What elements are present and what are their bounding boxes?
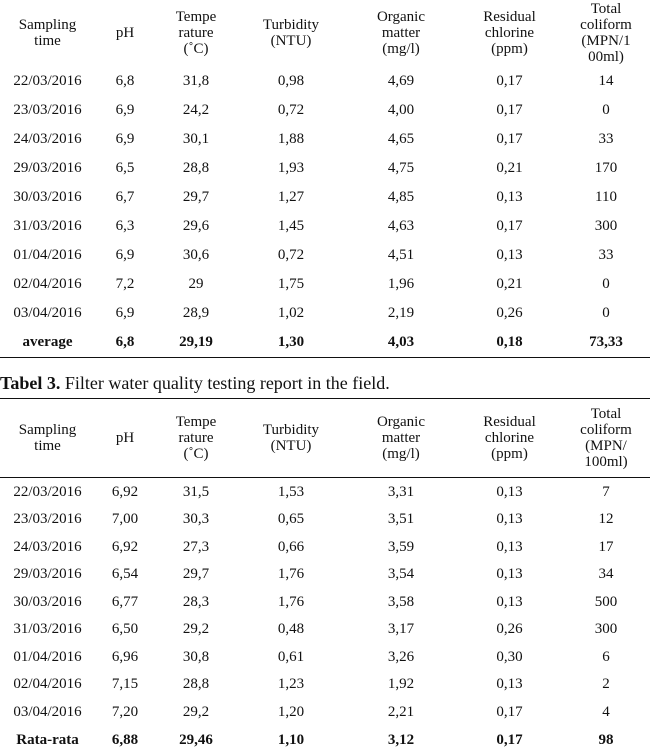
organic-matter-cell: 4,51: [387, 246, 415, 263]
turbidity-cell: 1,76: [277, 593, 305, 610]
temperature-cell: 31,5: [182, 483, 210, 500]
temperature-cell: 29,7: [182, 566, 210, 583]
sampling-time-cell: 03/04/2016: [13, 703, 82, 720]
table-row: [0, 211, 650, 240]
temperature-cell: 30,3: [182, 511, 210, 528]
header-turbidity: Turbidity (NTU): [237, 399, 345, 478]
turbidity-cell: 0,66: [277, 538, 305, 555]
temperature-cell: 31,8: [182, 72, 210, 89]
temperature-cell: 30,8: [182, 648, 210, 665]
ph-cell: 6,9: [115, 246, 135, 263]
table-row: [0, 643, 650, 671]
average-residual-chlorine-cell: 0,17: [496, 731, 523, 748]
table-row: [0, 240, 650, 269]
turbidity-cell: 1,93: [277, 159, 305, 176]
temperature-cell: 29,2: [182, 703, 210, 720]
total-coliform-cell: 300: [594, 621, 618, 638]
turbidity-cell: 0,72: [277, 246, 305, 263]
sampling-time-cell: 24/03/2016: [13, 130, 82, 147]
ph-cell: 6,77: [111, 593, 139, 610]
table-row: [0, 66, 650, 95]
organic-matter-cell: 4,65: [387, 130, 415, 147]
total-coliform-cell: 14: [598, 72, 614, 89]
organic-matter-cell: 2,21: [387, 703, 415, 720]
organic-matter-cell: 4,75: [387, 159, 415, 176]
header-sampling-time: Sampling time: [18, 17, 77, 49]
residual-chlorine-cell: 0,13: [496, 538, 523, 555]
residual-chlorine-cell: 0,17: [496, 101, 523, 118]
turbidity-cell: 1,27: [277, 188, 305, 205]
sampling-time-cell: 29/03/2016: [13, 159, 82, 176]
total-coliform-cell: 2: [602, 676, 610, 693]
table-body: [0, 66, 650, 358]
average-sampling-time-cell: Rata-rata: [16, 731, 79, 748]
total-coliform-cell: 33: [598, 130, 614, 147]
sampling-time-cell: 30/03/2016: [13, 188, 82, 205]
table-header-row: [0, 0, 650, 66]
organic-matter-cell: 3,51: [387, 511, 415, 528]
header-organic-matter: Organic matter (mg/l): [376, 9, 426, 57]
table-row: [0, 124, 650, 153]
average-row: [0, 726, 650, 754]
temperature-cell: 28,3: [182, 593, 210, 610]
table-row: [0, 698, 650, 726]
residual-chlorine-cell: 0,30: [496, 648, 523, 665]
organic-matter-cell: 3,58: [387, 593, 415, 610]
sampling-time-cell: 03/04/2016: [13, 304, 82, 321]
table-row: [0, 478, 650, 506]
sampling-time-cell: 22/03/2016: [13, 483, 82, 500]
table-row: [0, 671, 650, 699]
residual-chlorine-cell: 0,13: [496, 188, 523, 205]
average-turbidity-cell: 1,10: [277, 731, 305, 748]
residual-chlorine-cell: 0,26: [496, 621, 523, 638]
table-caption: [0, 372, 390, 394]
organic-matter-cell: 3,31: [387, 483, 415, 500]
temperature-cell: 28,8: [182, 676, 210, 693]
sampling-time-cell: 31/03/2016: [13, 217, 82, 234]
ph-cell: 6,8: [115, 72, 135, 89]
residual-chlorine-cell: 0,13: [496, 483, 523, 500]
total-coliform-cell: 0: [602, 304, 610, 321]
table-row: [0, 533, 650, 561]
turbidity-cell: 1,20: [277, 703, 305, 720]
temperature-cell: 30,6: [182, 246, 210, 263]
water-quality-table-3: [0, 398, 650, 754]
average-total-coliform-cell: 73,33: [589, 334, 623, 350]
average-organic-matter-cell: 4,03: [387, 334, 415, 350]
total-coliform-cell: 34: [598, 566, 614, 583]
turbidity-cell: 0,98: [277, 72, 305, 89]
ph-cell: 7,15: [111, 676, 139, 693]
sampling-time-cell: 01/04/2016: [13, 648, 82, 665]
turbidity-cell: 1,76: [277, 566, 305, 583]
total-coliform-cell: 0: [602, 275, 610, 292]
temperature-cell: 30,1: [182, 130, 210, 147]
turbidity-cell: 1,75: [277, 275, 305, 292]
table-row: [0, 153, 650, 182]
residual-chlorine-cell: 0,13: [496, 511, 523, 528]
temperature-cell: 29: [188, 275, 204, 292]
temperature-cell: 29,2: [182, 621, 210, 638]
total-coliform-cell: 6: [602, 648, 610, 665]
ph-cell: 6,3: [115, 217, 135, 234]
ph-cell: 6,9: [115, 101, 135, 118]
header-sampling-time: Sampling time: [0, 399, 95, 478]
header-ph: pH: [95, 399, 155, 478]
ph-cell: 6,9: [115, 304, 135, 321]
turbidity-cell: 0,48: [277, 621, 305, 638]
temperature-cell: 24,2: [182, 101, 210, 118]
temperature-cell: 28,8: [182, 159, 210, 176]
average-row: [0, 327, 650, 358]
sampling-time-cell: 01/04/2016: [13, 246, 82, 263]
turbidity-cell: 0,72: [277, 101, 305, 118]
residual-chlorine-cell: 0,21: [496, 275, 523, 292]
total-coliform-cell: 110: [595, 188, 617, 205]
header-temperature: Tempe rature (˚C): [175, 9, 217, 57]
sampling-time-cell: 02/04/2016: [13, 676, 82, 693]
organic-matter-cell: 3,17: [387, 621, 415, 638]
table-row: [0, 561, 650, 589]
table-row: [0, 182, 650, 211]
table-body: [0, 478, 650, 754]
ph-cell: 6,96: [111, 648, 139, 665]
total-coliform-cell: 170: [594, 159, 618, 176]
turbidity-cell: 1,45: [277, 217, 305, 234]
temperature-cell: 27,3: [182, 538, 210, 555]
header-ph: pH: [115, 25, 135, 41]
average-temperature-cell: 29,19: [179, 334, 213, 350]
sampling-time-cell: 02/04/2016: [13, 275, 82, 292]
residual-chlorine-cell: 0,17: [496, 130, 523, 147]
turbidity-cell: 0,65: [277, 511, 305, 528]
organic-matter-cell: 4,63: [387, 217, 415, 234]
residual-chlorine-cell: 0,13: [496, 246, 523, 263]
organic-matter-cell: 2,19: [387, 304, 415, 321]
organic-matter-cell: 1,96: [387, 275, 415, 292]
caption-label: Tabel 3.: [0, 373, 61, 393]
header-residual-chlorine: Residual chlorine (ppm): [457, 399, 562, 478]
organic-matter-cell: 3,54: [387, 566, 415, 583]
turbidity-cell: 1,02: [277, 304, 305, 321]
average-ph-cell: 6,8: [115, 334, 135, 350]
temperature-cell: 28,9: [182, 304, 210, 321]
table-row: [0, 588, 650, 616]
average-sampling-time-cell: average: [22, 334, 73, 350]
total-coliform-cell: 12: [598, 511, 614, 528]
table-row: [0, 298, 650, 327]
organic-matter-cell: 3,26: [387, 648, 415, 665]
sampling-time-cell: 24/03/2016: [13, 538, 82, 555]
residual-chlorine-cell: 0,17: [496, 703, 523, 720]
ph-cell: 6,54: [111, 566, 139, 583]
residual-chlorine-cell: 0,13: [496, 566, 523, 583]
ph-cell: 7,20: [111, 703, 139, 720]
header-residual-chlorine: Residual chlorine (ppm): [483, 9, 536, 57]
average-total-coliform-cell: 98: [598, 731, 614, 748]
header-total-coliform: Total coliform (MPN/ 100ml): [562, 399, 650, 478]
ph-cell: 6,92: [111, 538, 139, 555]
residual-chlorine-cell: 0,17: [496, 217, 523, 234]
residual-chlorine-cell: 0,13: [496, 593, 523, 610]
average-temperature-cell: 29,46: [179, 731, 213, 748]
sampling-time-cell: 30/03/2016: [13, 593, 82, 610]
total-coliform-cell: 500: [594, 593, 618, 610]
turbidity-cell: 1,53: [277, 483, 305, 500]
table-row: [0, 506, 650, 534]
temperature-cell: 29,6: [182, 217, 210, 234]
table-row: [0, 95, 650, 124]
residual-chlorine-cell: 0,13: [496, 676, 523, 693]
turbidity-cell: 1,23: [277, 676, 305, 693]
total-coliform-cell: 300: [594, 217, 618, 234]
header-turbidity: Turbidity (NTU): [262, 17, 320, 49]
average-organic-matter-cell: 3,12: [387, 731, 415, 748]
ph-cell: 7,00: [111, 511, 139, 528]
sampling-time-cell: 29/03/2016: [13, 566, 82, 583]
ph-cell: 6,92: [111, 483, 139, 500]
table-row: [0, 616, 650, 644]
header-temperature: Tempe rature (˚C): [155, 399, 237, 478]
residual-chlorine-cell: 0,21: [496, 159, 523, 176]
caption-text: Filter water quality testing report in the field.: [60, 373, 390, 393]
sampling-time-cell: 23/03/2016: [13, 101, 82, 118]
total-coliform-cell: 7: [602, 483, 610, 500]
organic-matter-cell: 4,69: [387, 72, 415, 89]
sampling-time-cell: 31/03/2016: [13, 621, 82, 638]
ph-cell: 6,50: [111, 621, 139, 638]
average-ph-cell: 6,88: [111, 731, 139, 748]
table-row: [0, 269, 650, 298]
average-turbidity-cell: 1,30: [277, 334, 305, 350]
sampling-time-cell: 22/03/2016: [13, 72, 82, 89]
sampling-time-cell: 23/03/2016: [13, 511, 82, 528]
residual-chlorine-cell: 0,17: [496, 72, 523, 89]
average-residual-chlorine-cell: 0,18: [496, 334, 523, 350]
total-coliform-cell: 0: [602, 101, 610, 118]
residual-chlorine-cell: 0,26: [496, 304, 523, 321]
temperature-cell: 29,7: [182, 188, 210, 205]
header-total-coliform: Total coliform (MPN/1 00ml): [580, 1, 632, 65]
total-coliform-cell: 33: [598, 246, 614, 263]
table-header-row: [0, 399, 650, 478]
ph-cell: 6,7: [115, 188, 135, 205]
organic-matter-cell: 1,92: [387, 676, 415, 693]
turbidity-cell: 0,61: [277, 648, 305, 665]
water-quality-table-2: [0, 0, 650, 358]
organic-matter-cell: 4,85: [387, 188, 415, 205]
total-coliform-cell: 17: [598, 538, 614, 555]
ph-cell: 6,5: [115, 159, 135, 176]
header-organic-matter: Organic matter (mg/l): [345, 399, 457, 478]
ph-cell: 7,2: [115, 275, 135, 292]
total-coliform-cell: 4: [602, 703, 610, 720]
organic-matter-cell: 3,59: [387, 538, 415, 555]
organic-matter-cell: 4,00: [387, 101, 415, 118]
ph-cell: 6,9: [115, 130, 135, 147]
turbidity-cell: 1,88: [277, 130, 305, 147]
